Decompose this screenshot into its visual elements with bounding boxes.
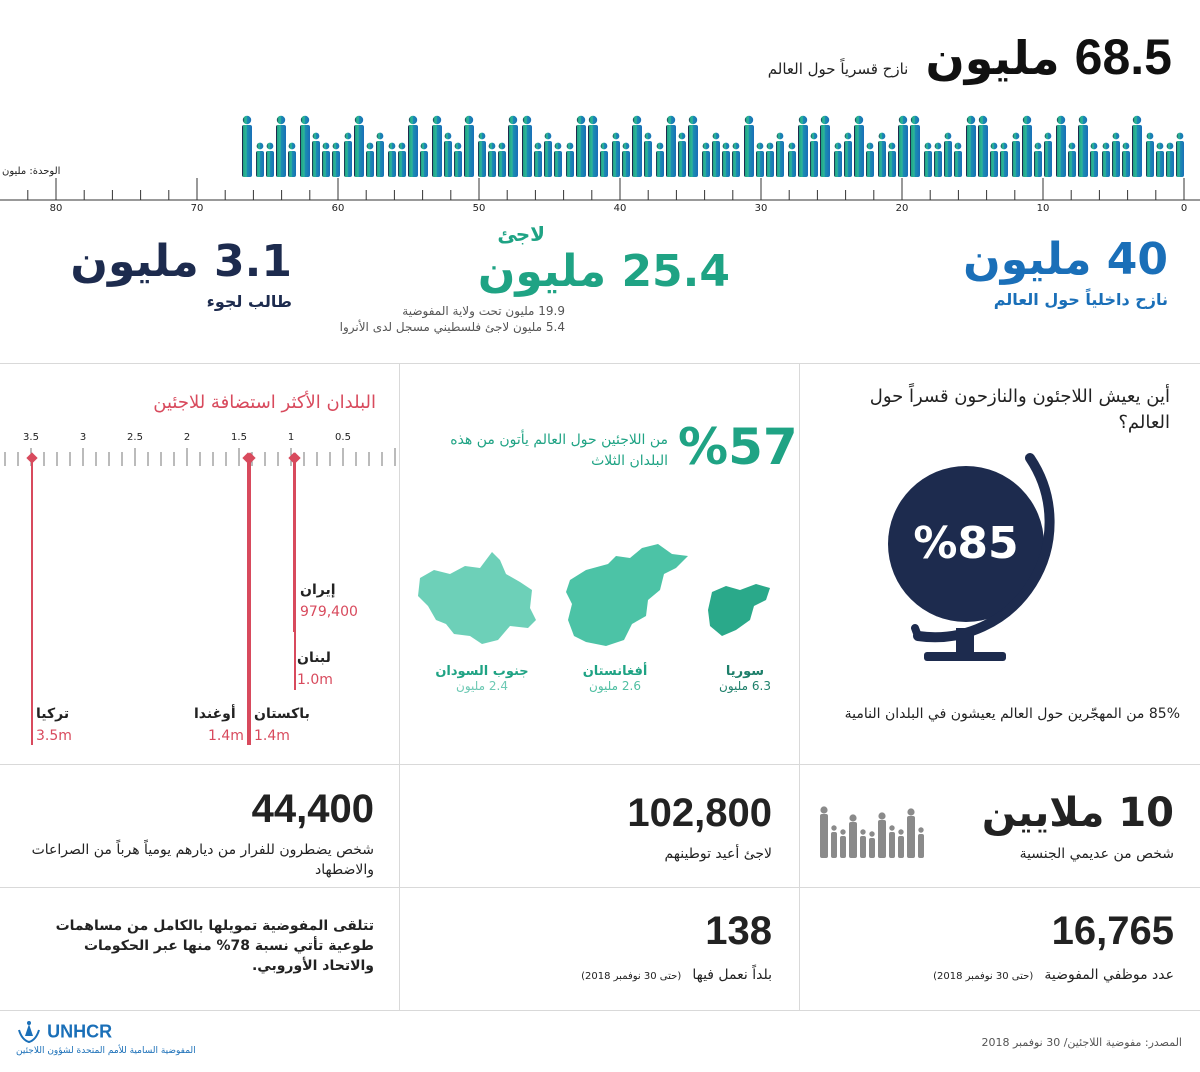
person-body [810,141,818,177]
person-head [991,143,998,150]
person-body [366,151,374,177]
person-head [1057,116,1065,124]
scale-tick-label: 70 [190,203,204,214]
staff-block [834,904,1174,983]
person-head [523,116,531,124]
hosts-axis-label: 3 [79,432,87,443]
person-body [1166,151,1174,177]
person-head [955,143,962,150]
person-body [666,125,676,177]
person-head [907,808,914,815]
scale-tick-label: 30 [754,203,768,214]
country-maps [410,540,790,660]
person-body [632,125,642,177]
person-head [667,116,675,124]
person-body [1044,141,1052,177]
person-body [702,151,710,177]
person-head [277,116,285,124]
person-head [1167,143,1174,150]
person-body [1068,151,1076,177]
person-head [301,116,309,124]
person-head [555,143,562,150]
person-body [990,151,998,177]
person-head [745,116,753,124]
person-head [1023,116,1031,124]
person-head [1147,133,1154,140]
person-body [276,125,286,177]
person-body [1056,125,1066,177]
hosts-axis-label: 1 [287,432,295,443]
person-body [888,151,896,177]
person-head [399,143,406,150]
country-value: 6.3 مليون [719,679,771,693]
person-body [656,151,664,177]
person-body [766,151,774,177]
person-body [744,125,754,177]
person-head [849,814,856,821]
person-head [777,133,784,140]
person-body [464,125,474,177]
person-head [589,116,597,124]
person-body [300,125,310,177]
person-head [601,143,608,150]
person-body [820,125,830,177]
unhcr-logo-text: UNHCR [47,1021,113,1042]
person-head [925,143,932,150]
scale-unit-label: الوحدة: مليون [2,166,61,177]
person-head [789,143,796,150]
person-head [879,133,886,140]
person-head [799,116,807,124]
person-body [866,151,874,177]
person-head [967,116,975,124]
scale-tick-label: 10 [1036,203,1050,214]
person-head [811,133,818,140]
person-body [722,151,730,177]
person-head [243,116,251,124]
hosts-axis-label: 2.5 [127,432,143,443]
country-south-sudan [420,664,544,693]
person-body [820,814,828,858]
resettled-label: لاجئ أعيد توطينهم [664,846,772,862]
countries-date: (حتى 30 نوفمبر 2018) [581,971,682,982]
person-body [944,141,952,177]
person-head [979,116,987,124]
source-note: المصدر: مفوضية اللاجئين/ 30 نوفمبر 2018 [981,1036,1182,1049]
refugees-note-1: 19.9 مليون تحت ولاية المفوضية [402,304,565,318]
scale-tick-label: 80 [49,203,63,214]
person-head [577,116,585,124]
person-body [788,151,796,177]
person-head [845,133,852,140]
host-name: أوغندا [194,706,236,722]
person-body [554,151,562,177]
person-body [454,151,462,177]
person-body [1146,141,1154,177]
person-head [703,143,710,150]
person-body [478,141,486,177]
person-head [821,116,829,124]
stateless-value: 10 ملايين [981,790,1174,836]
globe-percentage: %85 [913,518,1019,569]
unhcr-logo [16,1020,246,1056]
person-body [322,151,330,177]
person-head [257,143,264,150]
person-body [834,151,842,177]
person-body [1078,125,1088,177]
hosts-axis-label: 1.5 [231,432,247,443]
person-body [869,838,875,858]
person-body [534,151,542,177]
hosts-axis [0,446,400,470]
host-name: تركيا [36,706,70,722]
person-body [354,125,364,177]
person-head [899,116,907,124]
person-body [408,125,418,177]
person-head [455,143,462,150]
person-head [1177,133,1184,140]
person-head [679,133,686,140]
host-pakistan-label [254,706,310,744]
scale-tick-label: 60 [331,203,345,214]
person-head [1013,133,1020,140]
person-body [266,151,274,177]
person-head [267,143,274,150]
person-head [345,133,352,140]
person-head [535,143,542,150]
host-value: 1.4m [208,728,244,744]
person-body [312,141,320,177]
person-body [1122,151,1130,177]
stateless-people-icon [818,800,948,860]
person-head [479,133,486,140]
host-bar [31,458,33,745]
person-head [1001,143,1008,150]
person-head [1113,133,1120,140]
stateless-block [934,786,1174,862]
syria-map [708,584,770,636]
host-turkey-label [36,706,72,744]
person-head [389,143,396,150]
person-head [433,116,441,124]
person-head [1103,143,1110,150]
countries-block [420,904,772,983]
person-head [445,133,452,140]
person-body [344,141,352,177]
country-name: جنوب السودان [435,664,529,679]
person-head [867,143,874,150]
person-body [388,151,396,177]
hosts-axis-label: 0.5 [335,432,351,443]
hosts-title: البلدان الأكثر استضافة للاجئين [153,392,376,413]
person-head [367,143,374,150]
country-syria [700,664,790,693]
host-value: 1.0m [297,672,333,688]
person-head [657,143,664,150]
refugees-note-2: 5.4 مليون لاجئ فلسطيني مسجل لدى الأنروا [339,320,565,334]
person-head [377,133,384,140]
person-body [844,141,852,177]
person-head [465,116,473,124]
funding-text: تتلقى المفوضية تمويلها بالكامل من مساهمات طوعية تأتي نسبة 78% منها عبر الحكومات والاتحاد الأوروبي. [55,918,374,974]
person-body [398,151,406,177]
person-body [1000,151,1008,177]
person-body [907,816,915,858]
person-body [1102,151,1110,177]
refugees-value: 25.4 مليون [477,246,730,297]
asylum-label: طالب لجوء [206,292,292,311]
person-body [688,125,698,177]
person-head [333,143,340,150]
person-body [600,151,608,177]
person-body [498,151,506,177]
scale-axis [0,176,1200,204]
country-value: 2.4 مليون [456,679,508,693]
person-head [545,133,552,140]
person-head [313,133,320,140]
host-name: لبنان [297,650,331,666]
person-head [898,829,903,834]
person-head [1123,143,1130,150]
host-iran-label [300,582,358,620]
countries-label: بلداً نعمل فيها [692,967,772,983]
person-body [256,151,264,177]
person-head [409,116,417,124]
person-body [1012,141,1020,177]
person-head [289,143,296,150]
person-head [633,116,641,124]
host-value: 979,400 [300,604,358,620]
person-body [756,151,764,177]
person-body [732,151,740,177]
person-head [613,133,620,140]
person-body [854,125,864,177]
person-head [1133,116,1141,124]
person-head [421,143,428,150]
staff-date: (حتى 30 نوفمبر 2018) [933,971,1034,982]
person-head [835,143,842,150]
person-head [869,831,874,836]
person-head [889,143,896,150]
top3-percentage: %57 [678,418,798,476]
person-body [288,151,296,177]
person-head [918,827,923,832]
countries-caption [420,964,772,983]
person-body [544,141,552,177]
person-body [924,151,932,177]
person-body [1176,141,1184,177]
person-body [776,141,784,177]
person-body [1034,151,1042,177]
person-body [242,125,252,177]
scale-tick-label: 20 [895,203,909,214]
person-head [733,143,740,150]
person-head [840,829,845,834]
person-body [644,141,652,177]
host-bar [294,458,296,690]
person-body [432,125,442,177]
refugees-title: لاجئ [497,222,545,246]
people-silhouettes [238,105,1188,177]
unhcr-emblem-icon [16,1020,42,1044]
staff-label: عدد موظفي المفوضية [1044,967,1174,983]
country-value: 2.6 مليون [589,679,641,693]
person-head [1035,143,1042,150]
divider [799,363,800,1010]
person-body [566,151,574,177]
person-body [332,151,340,177]
person-head [757,143,764,150]
person-head [1069,143,1076,150]
staff-caption [834,964,1174,983]
person-head [567,143,574,150]
person-body [849,822,857,858]
asylum-block [60,234,292,311]
resettled-value: 102,800 [627,791,772,835]
country-name: سوريا [725,664,765,679]
top3-text: من اللاجئين حول العالم يأتون من هذه البلدان الثلاث [450,432,668,469]
person-head [1157,143,1164,150]
host-uganda-label [194,706,244,744]
staff-value: 16,765 [1051,909,1174,953]
divider [0,764,1200,765]
host-value: 3.5m [36,728,72,744]
person-body [488,151,496,177]
host-bar [247,458,249,745]
scale-tick-label: 50 [472,203,486,214]
person-body [798,125,808,177]
header-big-number: 68.5 [1074,29,1172,85]
idp-value: 40 مليون [963,234,1168,285]
divider [0,887,1200,888]
hosts-axis-label: 3.5 [23,432,39,443]
person-head [1091,143,1098,150]
country-afghanistan [560,664,670,693]
person-body [576,125,586,177]
person-body [508,125,518,177]
person-body [889,832,895,858]
divider [0,363,1200,364]
daily-label: شخص يضطرون للفرار من ديارهم يومياً هرباً من الصراعات والاضطهاد [31,842,374,878]
person-head [723,143,730,150]
person-body [910,125,920,177]
person-head [689,116,697,124]
idp-block [868,232,1168,309]
divider [0,1010,1200,1011]
person-head [911,116,919,124]
person-head [713,133,720,140]
person-head [945,133,952,140]
scale-tick-label: 40 [613,203,627,214]
header-big-unit: مليون [925,31,1060,85]
daily-value: 44,400 [251,787,374,831]
person-head [860,829,865,834]
person-body [712,141,720,177]
idp-label: نازح داخلياً حول العالم [993,290,1168,309]
person-head [355,116,363,124]
person-body [898,125,908,177]
person-body [934,151,942,177]
person-head [855,116,863,124]
where-caption: 85% من المهجّرين حول العالم يعيشون في البلدان النامية [844,706,1180,722]
host-value: 1.4m [254,728,290,744]
person-body [612,141,620,177]
person-body [522,125,532,177]
where-question: أين يعيش اللاجئون والنازحون قسراً حول العالم؟ [869,386,1170,433]
person-body [678,141,686,177]
person-body [588,125,598,177]
person-body [966,125,976,177]
asylum-value: 3.1 مليون [70,236,292,287]
person-head [767,143,774,150]
person-body [376,141,384,177]
person-body [420,151,428,177]
host-name: إيران [300,582,336,598]
person-head [623,143,630,150]
daily-block [30,782,374,880]
person-body [1022,125,1032,177]
host-name: باكستان [254,706,310,722]
person-head [831,825,836,830]
refugees-block [339,222,730,334]
person-body [1112,141,1120,177]
person-head [878,812,885,819]
person-body [840,836,846,858]
header-title [472,28,1172,86]
host-bar [249,458,251,745]
scale-tick-label: 0 [1180,203,1188,214]
person-head [889,825,894,830]
person-body [878,141,886,177]
person-body [918,834,924,858]
person-body [1132,125,1142,177]
person-body [878,820,886,858]
person-head [645,133,652,140]
header-subtitle: نازح قسرياً حول العالم [767,60,909,78]
person-head [820,806,827,813]
host-lebanon-label [297,650,333,688]
person-body [444,141,452,177]
person-body [978,125,988,177]
resettled-block [420,786,772,862]
person-head [499,143,506,150]
person-body [898,836,904,858]
person-head [1045,133,1052,140]
south-sudan-map [418,552,536,644]
hosts-axis-label: 2 [183,432,191,443]
person-body [860,836,866,858]
unhcr-logo-subtitle: المفوضية السامية للأمم المتحدة لشؤون اللاجئين [16,1046,196,1056]
person-body [954,151,962,177]
person-body [1090,151,1098,177]
person-head [323,143,330,150]
stateless-label: شخص من عديمي الجنسية [1019,846,1174,862]
person-head [1079,116,1087,124]
person-head [935,143,942,150]
person-body [622,151,630,177]
person-head [509,116,517,124]
countries-value: 138 [705,909,772,953]
person-body [1156,151,1164,177]
person-body [831,832,837,858]
person-head [489,143,496,150]
afghanistan-map [566,544,688,646]
country-name: أفغانستان [582,664,648,679]
